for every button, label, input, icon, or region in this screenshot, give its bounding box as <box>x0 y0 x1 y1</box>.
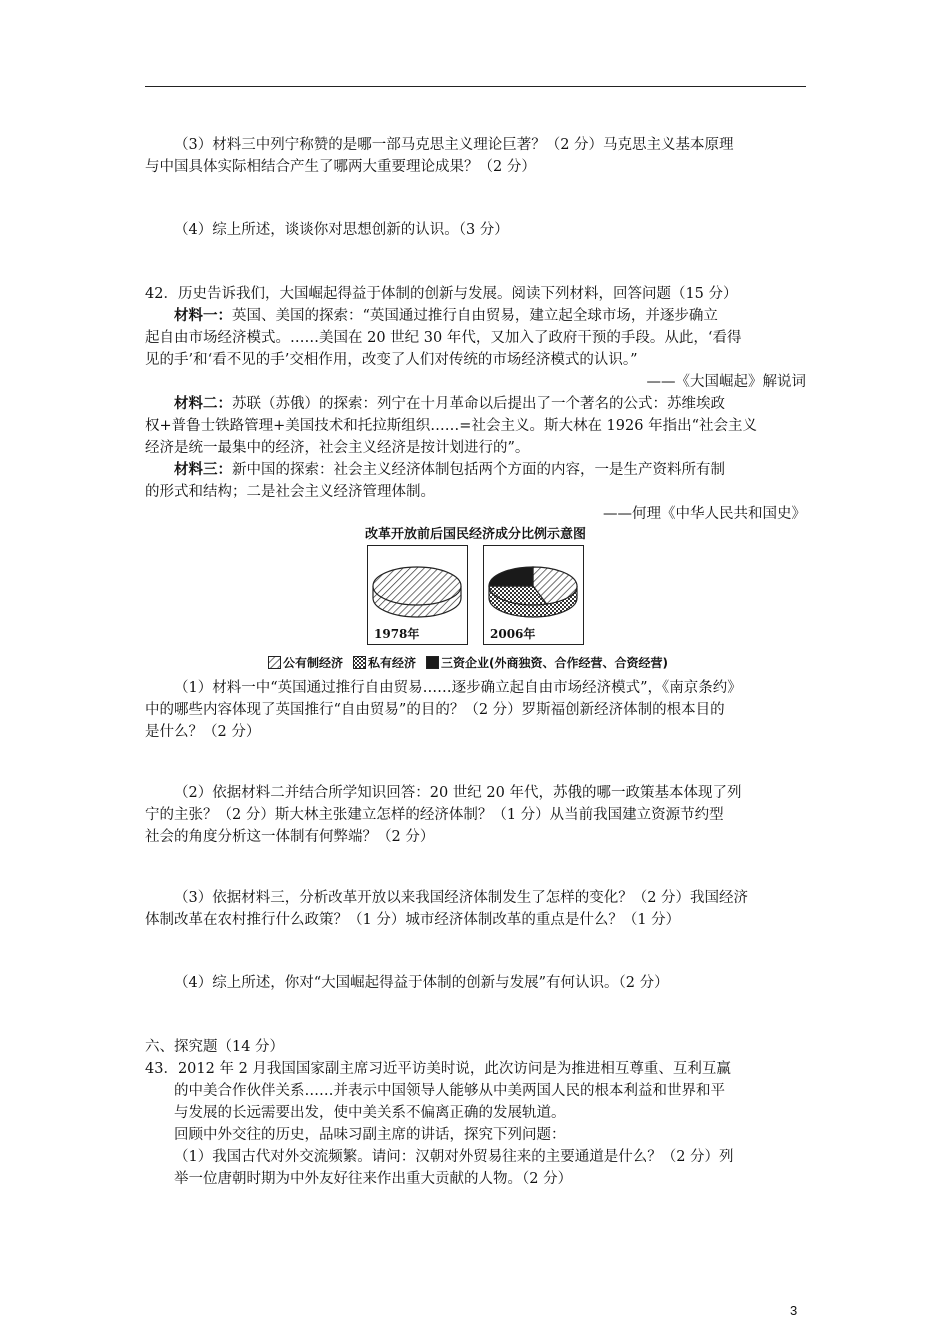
legend-label-foreign: 三资企业(外商独资、合作经营、合资经营) <box>441 656 669 670</box>
q42-question1 <box>145 677 806 743</box>
q42-question3 <box>145 887 806 931</box>
q42-intro: 42．历史告诉我们，大国崛起得益于体制的创新与发展。阅读下列材料，回答问题（15 分） <box>145 286 738 302</box>
q43-line1: 43．2012 年 2 月我国国家副主席习近平访美时说，此次访问是为推进相互尊重、互利互赢 <box>145 1061 731 1077</box>
material1-line1: 英国、美国的探索：“英国通过推行自由贸易，建立起全球市场，并逐步确立 <box>232 308 718 324</box>
pie-chart-2006 <box>483 545 584 645</box>
q43-line4: 回顾中外交往的历史，品味习副主席的讲话，探究下列问题： <box>174 1127 566 1143</box>
pie-2006-label: 2006年 <box>490 627 536 641</box>
legend-swatch-private <box>353 656 366 669</box>
material1-source: ——《大国崛起》解说词 <box>646 374 806 390</box>
material1-line3: 见的手’和‘看不见的手’交相作用，改变了人们对传统的市场经济模式的认识。” <box>145 352 638 368</box>
q41-p3-line2: 与中国具体实际相结合产生了哪两大重要理论成果？（2 分） <box>145 159 536 175</box>
legend-label-private: 私有经济 <box>368 656 417 670</box>
chart-legend <box>268 654 678 671</box>
material3-line2: 的形式和结构；二是社会主义经济管理体制。 <box>145 484 435 500</box>
q43-line2: 的中美合作伙伴关系……并表示中国领导人能够从中美两国人民的根本利益和世界和平 <box>174 1083 725 1099</box>
legend-swatch-public <box>268 656 281 669</box>
material2-line1: 苏联（苏俄）的探索：列宁在十月革命以后提出了一个著名的公式：苏维埃政 <box>232 396 725 412</box>
q41-p4: （4）综上所述，谈谈你对思想创新的认识。（3 分） <box>174 222 509 238</box>
q41-part4 <box>145 219 806 241</box>
pie-chart-1978 <box>367 545 468 645</box>
pie-2006-slice-foreign <box>489 567 533 586</box>
legend-swatch-foreign <box>426 656 439 669</box>
q42-question2 <box>145 782 806 848</box>
q42-q2-line1: （2）依据材料二并结合所学知识回答：20 世纪 20 年代，苏俄的哪一政策基本体现了列 <box>174 785 742 801</box>
page-number: 3 <box>790 1303 798 1318</box>
q42-q4: （4）综上所述，你对“大国崛起得益于体制的创新与发展”有何认识。（2 分） <box>174 975 669 991</box>
material3-line1: 新中国的探索：社会主义经济体制包括两个方面的内容，一是生产资料所有制 <box>232 462 725 478</box>
q42-q1-line3: 是什么？（2 分） <box>145 724 261 740</box>
material1-label: 材料一： <box>174 307 232 324</box>
q43-line3: 与发展的长远需要出发，使中美关系不偏离正确的发展轨道。 <box>174 1105 566 1121</box>
q43-part1-line2: 举一位唐朝时期为中外友好往来作出重大贡献的人物。（2 分） <box>174 1171 573 1187</box>
q41-part3 <box>145 134 806 178</box>
pie-1978-slice-public <box>373 567 461 605</box>
q42-q1-line1: （1）材料一中“英国通过推行自由贸易……逐步确立起自由市场经济模式”，《南京条约》 <box>174 680 742 696</box>
material2-line2: 权+普鲁士铁路管理+美国技术和托拉斯组织……=社会主义。斯大林在 1926 年指出“社会主义 <box>145 418 757 434</box>
material2-label: 材料二： <box>174 395 232 412</box>
pie-1978-label: 1978年 <box>374 627 420 641</box>
material3-label: 材料三： <box>174 461 232 478</box>
q42-q3-line1: （3）依据材料三，分析改革开放以来我国经济体制发生了怎样的变化？（2 分）我国经济 <box>174 890 749 906</box>
q43-part1-line1: （1）我国古代对外交流频繁。请问：汉朝对外贸易往来的主要通道是什么？（2 分）列 <box>174 1149 734 1165</box>
q42-question4 <box>145 972 806 994</box>
material2-line3: 经济是统一最集中的经济，社会主义经济是按计划进行的”。 <box>145 440 530 456</box>
q42-q2-line2: 宁的主张？（2 分）斯大林主张建立怎样的经济体制？（1 分）从当前我国建立资源节约型 <box>145 807 724 823</box>
legend-item-public <box>268 654 343 671</box>
material3-source: ——何理《中华人民共和国史》 <box>603 506 806 522</box>
material1-line2: 起自由市场经济模式。……美国在 20 世纪 30 年代，又加入了政府干预的手段。从此，‘看得 <box>145 330 742 346</box>
legend-label-public: 公有制经济 <box>283 656 344 670</box>
q42-materials <box>145 283 806 525</box>
section6 <box>145 1036 806 1190</box>
chart-title: 改革开放前后国民经济成分比例示意图 <box>364 527 586 542</box>
section6-heading: 六、探究题（14 分） <box>145 1039 285 1055</box>
legend-item-private <box>353 654 416 671</box>
q42-q1-line2: 中的哪些内容体现了英国推行“自由贸易”的目的？（2 分）罗斯福创新经济体制的根本目的 <box>145 702 725 718</box>
header-rule <box>145 86 806 87</box>
q41-p3-line1: （3）材料三中列宁称赞的是哪一部马克思主义理论巨著？（2 分）马克思主义基本原理 <box>174 137 734 153</box>
q42-q3-line2: 体制改革在农村推行什么政策？（1 分）城市经济体制改革的重点是什么？（1 分） <box>145 912 681 928</box>
legend-item-foreign <box>426 654 668 671</box>
q42-q2-line3: 社会的角度分析这一体制有何弊端？（2 分） <box>145 829 435 845</box>
